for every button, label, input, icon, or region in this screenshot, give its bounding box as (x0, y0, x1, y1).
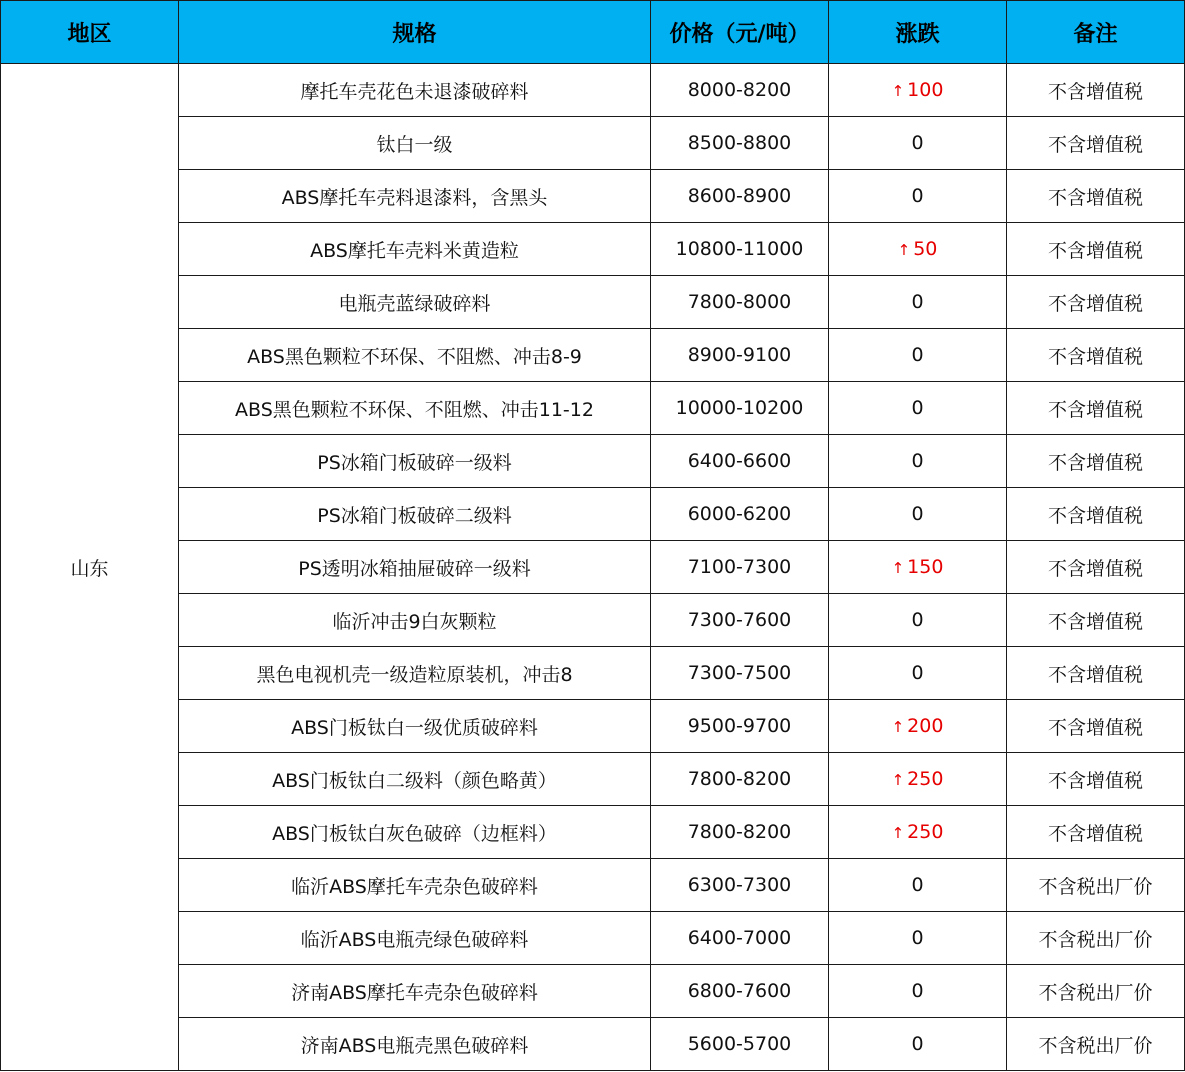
change-value: 0 (911, 980, 924, 1002)
spec-cell: ABS摩托车壳料退漆料，含黑头 (179, 170, 651, 223)
table-row (1, 753, 1185, 806)
table-row (1, 223, 1185, 276)
change-value: 0 (911, 503, 924, 525)
remark-cell: 不含增值税 (1007, 647, 1185, 700)
remark-cell: 不含增值税 (1007, 223, 1185, 276)
change-value: 0 (911, 1033, 924, 1055)
remark-cell: 不含税出厂价 (1007, 965, 1185, 1018)
table-row (1, 382, 1185, 435)
change-value: 0 (911, 344, 924, 366)
remark-cell: 不含增值税 (1007, 117, 1185, 170)
change-value: 0 (911, 185, 924, 207)
table-row (1, 276, 1185, 329)
change-value: 0 (911, 927, 924, 949)
change-cell (829, 117, 1007, 170)
price-cell: 6800-7600 (651, 965, 829, 1018)
spec-cell: 电瓶壳蓝绿破碎料 (179, 276, 651, 329)
remark-cell: 不含增值税 (1007, 382, 1185, 435)
header-region: 地区 (1, 1, 179, 64)
spec-cell: ABS门板钛白灰色破碎（边框料） (179, 806, 651, 859)
up-arrow-icon: ↑ (891, 718, 905, 736)
change-value: 250 (907, 768, 944, 790)
spec-cell: ABS黑色颗粒不环保、不阻燃、冲击8-9 (179, 329, 651, 382)
remark-cell: 不含税出厂价 (1007, 859, 1185, 912)
table-row (1, 594, 1185, 647)
price-cell: 7800-8000 (651, 276, 829, 329)
change-cell (829, 647, 1007, 700)
price-cell: 7800-8200 (651, 806, 829, 859)
change-cell (829, 912, 1007, 965)
table-row (1, 170, 1185, 223)
spec-cell: 临沂冲击9白灰颗粒 (179, 594, 651, 647)
spec-cell: PS冰箱门板破碎二级料 (179, 488, 651, 541)
change-cell (829, 1018, 1007, 1071)
change-value: 50 (913, 238, 938, 260)
table-row (1, 329, 1185, 382)
change-cell (829, 859, 1007, 912)
table-row (1, 435, 1185, 488)
region-cell: 山东 (1, 64, 179, 1071)
change-value: 0 (911, 397, 924, 419)
header-change: 涨跌 (829, 1, 1007, 64)
price-cell: 10000-10200 (651, 382, 829, 435)
remark-cell: 不含增值税 (1007, 806, 1185, 859)
change-cell (829, 64, 1007, 117)
remark-cell: 不含增值税 (1007, 700, 1185, 753)
change-value: 200 (907, 715, 944, 737)
price-cell: 5600-5700 (651, 1018, 829, 1071)
change-cell (829, 276, 1007, 329)
change-cell (829, 382, 1007, 435)
table-row (1, 700, 1185, 753)
up-arrow-icon: ↑ (891, 771, 905, 789)
change-value: 0 (911, 132, 924, 154)
header-row (1, 1, 1185, 64)
table-row (1, 488, 1185, 541)
spec-cell: 钛白一级 (179, 117, 651, 170)
table-header (1, 1, 1185, 64)
change-value: 0 (911, 662, 924, 684)
price-cell: 8900-9100 (651, 329, 829, 382)
change-value: 0 (911, 450, 924, 472)
remark-cell: 不含增值税 (1007, 541, 1185, 594)
change-value: 0 (911, 874, 924, 896)
price-cell: 7300-7600 (651, 594, 829, 647)
spec-cell: 黑色电视机壳一级造粒原装机，冲击8 (179, 647, 651, 700)
header-remark: 备注 (1007, 1, 1185, 64)
remark-cell: 不含增值税 (1007, 276, 1185, 329)
table-row (1, 965, 1185, 1018)
remark-cell: 不含增值税 (1007, 64, 1185, 117)
price-cell: 8600-8900 (651, 170, 829, 223)
up-arrow-icon: ↑ (891, 82, 905, 100)
price-cell: 8500-8800 (651, 117, 829, 170)
spec-cell: 济南ABS电瓶壳黑色破碎料 (179, 1018, 651, 1071)
price-cell: 10800-11000 (651, 223, 829, 276)
change-cell (829, 488, 1007, 541)
header-price: 价格（元/吨） (651, 1, 829, 64)
up-arrow-icon: ↑ (891, 559, 905, 577)
remark-cell: 不含增值税 (1007, 170, 1185, 223)
price-cell: 8000-8200 (651, 64, 829, 117)
change-cell (829, 700, 1007, 753)
spec-cell: ABS门板钛白二级料（颜色略黄） (179, 753, 651, 806)
remark-cell: 不含税出厂价 (1007, 912, 1185, 965)
table-row (1, 859, 1185, 912)
change-cell (829, 594, 1007, 647)
remark-cell: 不含税出厂价 (1007, 1018, 1185, 1071)
price-cell: 6400-6600 (651, 435, 829, 488)
change-cell (829, 806, 1007, 859)
remark-cell: 不含增值税 (1007, 488, 1185, 541)
spec-cell: PS透明冰箱抽屉破碎一级料 (179, 541, 651, 594)
remark-cell: 不含增值税 (1007, 435, 1185, 488)
remark-cell: 不含增值税 (1007, 594, 1185, 647)
spec-cell: ABS黑色颗粒不环保、不阻燃、冲击11-12 (179, 382, 651, 435)
change-cell (829, 541, 1007, 594)
up-arrow-icon: ↑ (891, 824, 905, 842)
change-value: 150 (907, 556, 944, 578)
change-cell (829, 435, 1007, 488)
price-cell: 7800-8200 (651, 753, 829, 806)
spec-cell: 摩托车壳花色未退漆破碎料 (179, 64, 651, 117)
table-row (1, 912, 1185, 965)
spec-cell: ABS摩托车壳料米黄造粒 (179, 223, 651, 276)
up-arrow-icon: ↑ (897, 241, 911, 259)
change-value: 0 (911, 291, 924, 313)
header-spec: 规格 (179, 1, 651, 64)
table-row (1, 806, 1185, 859)
table-row (1, 647, 1185, 700)
price-cell: 6000-6200 (651, 488, 829, 541)
spec-cell: 临沂ABS摩托车壳杂色破碎料 (179, 859, 651, 912)
price-cell: 6400-7000 (651, 912, 829, 965)
change-cell (829, 329, 1007, 382)
spec-cell: 济南ABS摩托车壳杂色破碎料 (179, 965, 651, 1018)
table-row (1, 1018, 1185, 1071)
remark-cell: 不含增值税 (1007, 753, 1185, 806)
change-cell (829, 223, 1007, 276)
price-cell: 9500-9700 (651, 700, 829, 753)
spec-cell: 临沂ABS电瓶壳绿色破碎料 (179, 912, 651, 965)
change-cell (829, 170, 1007, 223)
price-cell: 6300-7300 (651, 859, 829, 912)
remark-cell: 不含增值税 (1007, 329, 1185, 382)
change-value: 0 (911, 609, 924, 631)
table-row (1, 64, 1185, 117)
price-cell: 7100-7300 (651, 541, 829, 594)
spec-cell: PS冰箱门板破碎一级料 (179, 435, 651, 488)
price-cell: 7300-7500 (651, 647, 829, 700)
change-cell (829, 965, 1007, 1018)
change-value: 250 (907, 821, 944, 843)
table-row (1, 541, 1185, 594)
spec-cell: ABS门板钛白一级优质破碎料 (179, 700, 651, 753)
table-row (1, 117, 1185, 170)
table-body (1, 64, 1185, 1071)
change-value: 100 (907, 79, 944, 101)
change-cell (829, 753, 1007, 806)
